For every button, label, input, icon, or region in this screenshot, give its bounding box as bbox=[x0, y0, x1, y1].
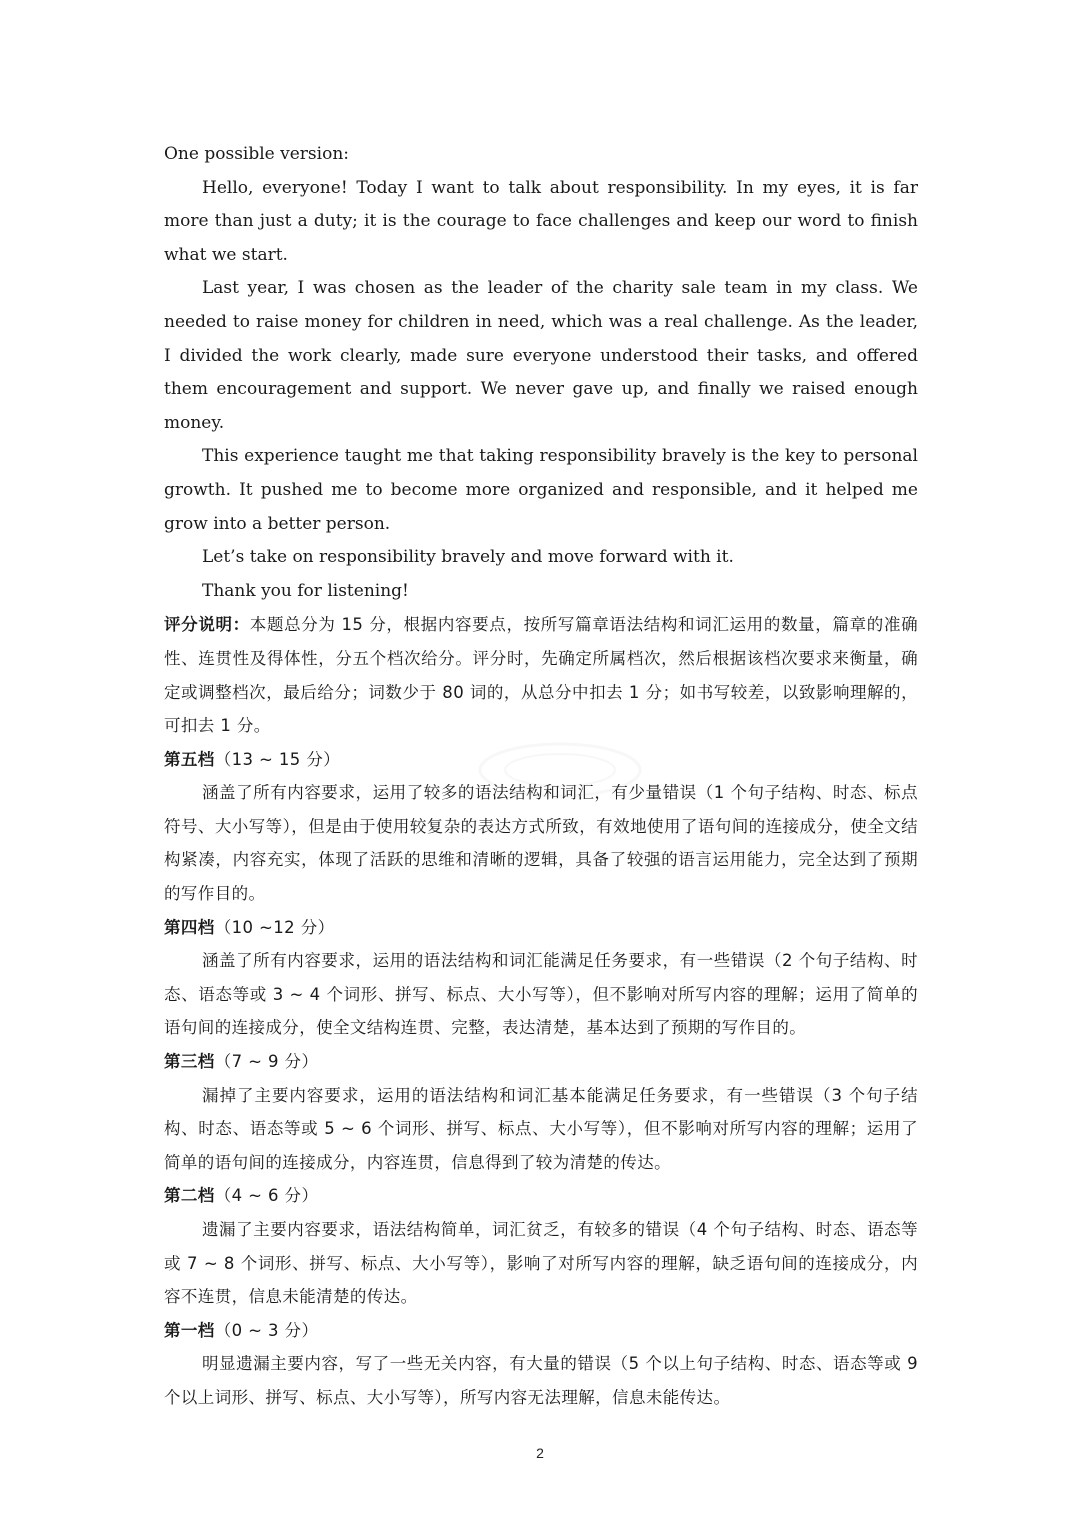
level-description: 涵盖了所有内容要求，运用了较多的语法结构和词汇，有少量错误（1 个句子结构、时态、标点符号、大小写等），但是由于使用较复杂的表达方式所致，有效地使用了语句间的连接成分，使全文结构紧凑，内容充实，体现了活跃的思维和清晰的逻辑，具备了较强的语言运用能力，完全达到了预期的写作目的。 bbox=[164, 783, 918, 904]
level-name: 第一档 bbox=[164, 1320, 215, 1340]
essay-paragraph-2: Last year, I was chosen as the leader of the charity sale team in my class. We needed to raise money for children in need, which was a real challenge. As the leader, I divided the work clearly, made sure everyone understood their tasks, and offered them encouragement and support. We never gave up, and finally we raised enough money. bbox=[164, 278, 918, 433]
watermark-graphic bbox=[470, 730, 650, 810]
level-heading bbox=[164, 1179, 918, 1213]
level-heading bbox=[164, 911, 918, 945]
level-range: （0 ~ 3 分） bbox=[214, 1320, 319, 1340]
level-description: 明显遗漏主要内容，写了一些无关内容，有大量的错误（5 个以上句子结构、时态、语态等或 9 个以上词形、拼写、标点、大小写等），所写内容无法理解，信息未能传达。 bbox=[164, 1354, 918, 1407]
level-range: （4 ~ 6 分） bbox=[214, 1186, 319, 1206]
scoring-instructions bbox=[164, 608, 918, 742]
level-description: 遗漏了主要内容要求，语法结构简单，词汇贫乏，有较多的错误（4 个句子结构、时态、语态等或 7 ~ 8 个词形、拼写、标点、大小写等），影响了对所写内容的理解，缺乏语句间的连接成分，内容不连贯，信息未能清楚的传达。 bbox=[164, 1220, 918, 1307]
level-description: 漏掉了主要内容要求，运用的语法结构和词汇基本能满足任务要求，有一些错误（3 个句子结构、时态、语态等或 5 ~ 6 个词形、拼写、标点、大小写等），但不影响对所写内容的理解；运用了简单的语句间的连接成分，内容连贯，信息得到了较为清楚的传达。 bbox=[164, 1085, 918, 1172]
level-range: （13 ~ 15 分） bbox=[214, 749, 341, 769]
essay-heading: One possible version: bbox=[164, 144, 349, 164]
level-name: 第二档 bbox=[164, 1186, 215, 1206]
essay-paragraph-5: Thank you for listening! bbox=[202, 580, 409, 601]
level-name: 第五档 bbox=[164, 749, 215, 769]
essay-paragraph-3: This experience taught me that taking responsibility bravely is the key to personal growth. It pushed me to become more organized and responsible, and it helped me grow into a better person. bbox=[164, 446, 918, 534]
scoring-label: 评分说明： bbox=[164, 615, 250, 635]
essay-paragraph-1: Hello, everyone! Today I want to talk about responsibility. In my eyes, it is far more than just a duty; it is the courage to face challenges and keep our word to finish what we start. bbox=[164, 177, 918, 265]
essay-paragraph-4: Let’s take on responsibility bravely and move forward with it. bbox=[202, 547, 734, 568]
level-description: 涵盖了所有内容要求，运用的语法结构和词汇能满足任务要求，有一些错误（2 个句子结构、时态、语态等或 3 ~ 4 个词形、拼写、标点、大小写等），但不影响对所写内容的理解；运用了简单的语句间的连接成分，使全文结构连贯、完整，表达清楚，基本达到了预期的写作目的。 bbox=[164, 951, 918, 1038]
scoring-text: 本题总分为 15 分，根据内容要点，按所写篇章语法结构和词汇运用的数量，篇章的准确性、连贯性及得体性，分五个档次给分。评分时，先确定所属档次，然后根据该档次要求来衡量，确定或调整档次，最后给分；词数少于 80 词的，从总分中扣去 1 分；如书写较差，以致影响理解的，可扣去 1 分。 bbox=[164, 615, 918, 736]
level-name: 第四档 bbox=[164, 917, 215, 937]
page-number: 2 bbox=[536, 1445, 544, 1461]
level-range: （7 ~ 9 分） bbox=[214, 1052, 319, 1072]
level-heading bbox=[164, 1045, 918, 1079]
level-range: （10 ~12 分） bbox=[214, 917, 335, 937]
level-name: 第三档 bbox=[164, 1052, 215, 1072]
level-heading bbox=[164, 1314, 918, 1348]
